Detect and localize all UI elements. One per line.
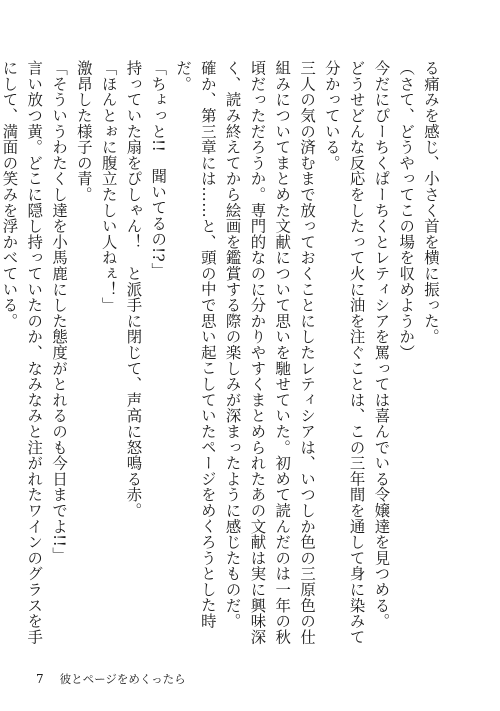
paragraph: 「ほんとぉに腹立たしい人ねぇ！」: [99, 60, 118, 313]
paragraph: どうせどんな反応をしたって火に油を注ぐことは、この三年間を通して身に染みて分かっている。: [322, 60, 366, 645]
page-footer: [36, 671, 186, 687]
running-title: 彼とページをめくったら: [59, 672, 186, 686]
paragraph: 「そういうわたくし達を小馬鹿にした態度がとれるのも今日までよ!!」: [50, 60, 69, 563]
paragraph: 「ちょっと!! 聞いてるの!?」: [149, 60, 168, 279]
paragraph: 激昂した様子の青。: [74, 60, 93, 203]
paragraph: （さて、どうやってこの場を収めようか）: [397, 60, 416, 361]
paragraph: 今だにぴーちくぱーちくとレティシアを罵っては喜んでいる令嬢達を見つめる。: [372, 60, 391, 629]
page-number: 7: [36, 672, 44, 686]
paragraph: る痛みを感じ、小さく首を横に振った。: [422, 60, 440, 345]
paragraph: 確か、第三章には……と、頭の中で思い起こしていたページをめくろうとした時だ。: [174, 60, 217, 629]
paragraph: 持っていた扇をぴしゃん！ と派手に閉じて、声高に怒鳴る赤。: [124, 60, 143, 519]
paragraph: 言い放つ黄。どこに隠し持っていたのか、なみなみと注がれたワインのグラスを手にして、満面の笑みを浮かべている。: [0, 60, 44, 645]
body-text: [0, 60, 443, 656]
paragraph: 三人の気の済むまで放っておくことにしたレティシアは、いつしか色の三原色の仕組みについてまとめた文献について思いを馳せていた。初めて読んだのは一年の秋頃だっただろうか。専門的なのに分かりやすくまとめられたあの文献は実に興味深く、読み終えてから絵画を鑑賞する際の楽しみが深まったように感じたものだ。: [223, 60, 317, 645]
